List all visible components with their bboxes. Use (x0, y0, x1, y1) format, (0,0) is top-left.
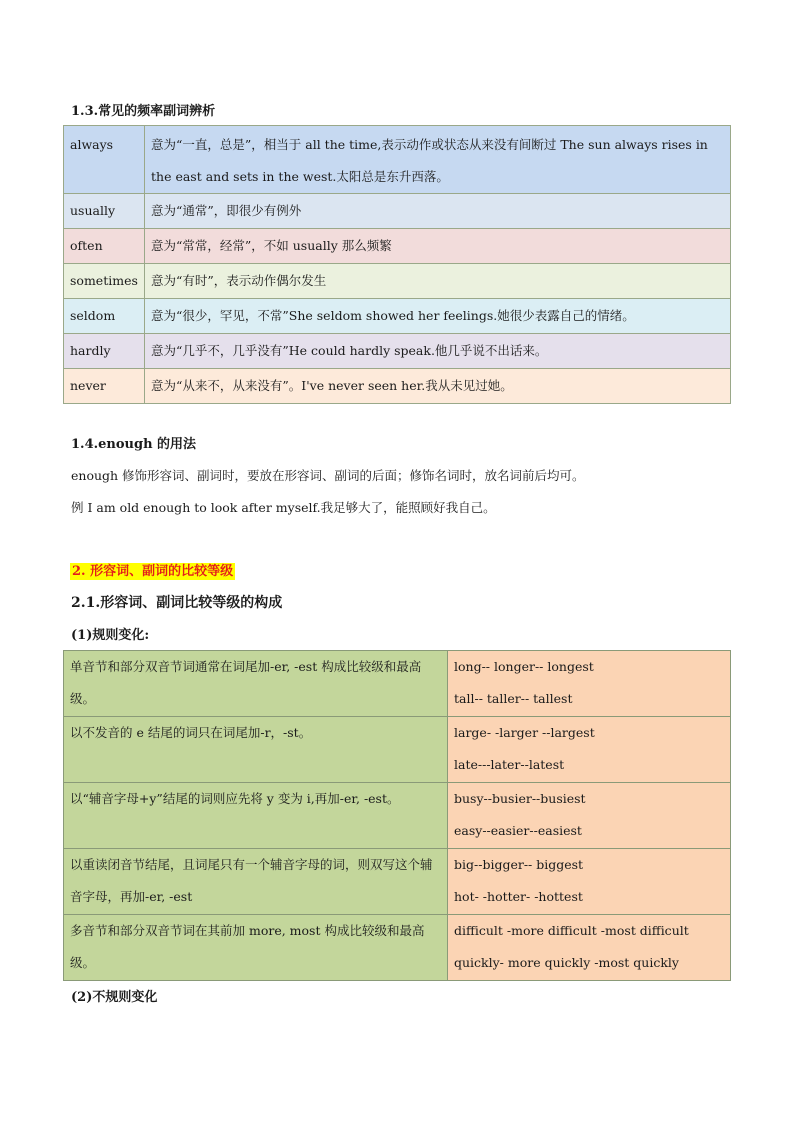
enough-example-text: 例 I am old enough to look after myself.我足够大了，能照顾好我自己。 (71, 500, 496, 515)
rule-cell: 以“辅音字母+y”结尾的词则应先将 y 变为 i,再加-er, -est。 (64, 783, 448, 849)
table-row (64, 194, 731, 229)
table-row (64, 299, 731, 334)
highlighted-heading: 2. 形容词、副词的比较等级 (72, 564, 234, 579)
table-row (64, 849, 731, 915)
table-row (64, 717, 731, 783)
adverb-cell: often (64, 229, 145, 264)
adverb-cell: seldom (64, 299, 145, 334)
meaning-cell: 意为“常常，经常”，不如 usually 那么频繁 (145, 229, 731, 264)
section-1-4-title: 1.4.enough 的用法 (71, 437, 197, 452)
adverb-cell: hardly (64, 334, 145, 369)
example-cell: long-- longer-- longest tall-- taller-- tallest (448, 651, 731, 717)
table-row (64, 651, 731, 717)
regular-change-label: (1)规则变化: (71, 628, 150, 643)
rule-cell: 以不发音的 e 结尾的词只在词尾加-r，-st。 (64, 717, 448, 783)
example-cell: big--bigger-- biggest hot- -hotter- -hottest (448, 849, 731, 915)
table-row (64, 369, 731, 404)
irregular-change-label: (2)不规则变化 (71, 990, 158, 1005)
adverb-cell: usually (64, 194, 145, 229)
table-row (64, 264, 731, 299)
section-2-title (70, 563, 235, 581)
meaning-cell: 意为“几乎不，几乎没有”He could hardly speak.他几乎说不出话来。 (145, 334, 731, 369)
example-cell: difficult -more difficult -most difficult quickly- more quickly -most quickly (448, 915, 731, 981)
meaning-cell: 意为“很少，罕见，不常”She seldom showed her feelings.她很少表露自己的情绪。 (145, 299, 731, 334)
meaning-cell: 意为“一直，总是”，相当于 all the time,表示动作或状态从来没有间断过 The sun always rises in the east and sets in the west.太阳总是东升西落。 (145, 126, 731, 194)
table-row (64, 229, 731, 264)
table-row (64, 126, 731, 194)
section-2-1-title: 2.1.形容词、副词比较等级的构成 (71, 595, 283, 611)
adverb-cell: sometimes (64, 264, 145, 299)
section-1-3-title: 1.3.常见的频率副词辨析 (71, 104, 216, 119)
rule-cell: 单音节和部分双音节词通常在词尾加-er, -est 构成比较级和最高级。 (64, 651, 448, 717)
meaning-cell: 意为“有时”，表示动作偶尔发生 (145, 264, 731, 299)
example-cell: large- -larger --largest late---later--latest (448, 717, 731, 783)
enough-usage-text: enough 修饰形容词、副词时，要放在形容词、副词的后面；修饰名词时，放名词前后均可。 (71, 468, 585, 483)
example-cell: busy--busier--busiest easy--easier--easiest (448, 783, 731, 849)
frequency-adverb-table (63, 125, 731, 404)
table-row (64, 334, 731, 369)
comparison-rules-table (63, 650, 731, 981)
adverb-cell: never (64, 369, 145, 404)
table-row (64, 783, 731, 849)
meaning-cell: 意为“通常”，即很少有例外 (145, 194, 731, 229)
rule-cell: 以重读闭音节结尾，且词尾只有一个辅音字母的词，则双写这个辅音字母，再加-er, -est (64, 849, 448, 915)
table-row (64, 915, 731, 981)
rule-cell: 多音节和部分双音节词在其前加 more, most 构成比较级和最高级。 (64, 915, 448, 981)
meaning-cell: 意为“从来不，从来没有”。I've never seen her.我从未见过她。 (145, 369, 731, 404)
adverb-cell: always (64, 126, 145, 194)
